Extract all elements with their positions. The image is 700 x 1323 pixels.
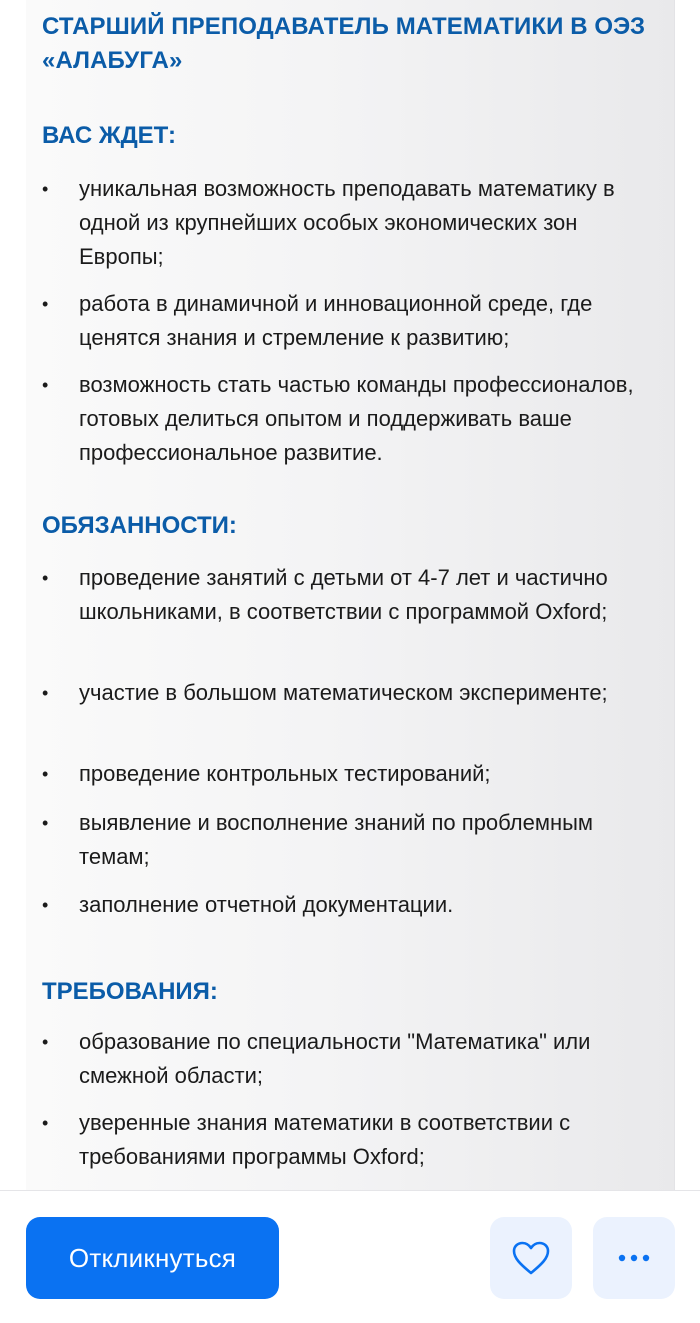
more-button[interactable]: [593, 1217, 675, 1299]
bottom-action-bar: [0, 1190, 700, 1323]
bullet: •: [42, 375, 49, 395]
list-item: [42, 1106, 654, 1174]
bullet: •: [42, 1032, 49, 1052]
bullet: •: [42, 1113, 49, 1133]
favorite-button[interactable]: [490, 1217, 572, 1299]
bullet: •: [42, 813, 49, 833]
list-item-text: работа в динамичной и инновационной среде, где ценятся знания и стремление к развитию;: [79, 291, 593, 350]
respond-button[interactable]: Откликнуться: [26, 1217, 279, 1299]
list-item: [42, 1025, 654, 1093]
list-item-text: уверенные знания математики в соответствии с требованиями программы Oxford;: [79, 1110, 571, 1169]
bullet: •: [42, 895, 49, 915]
list-item: [42, 172, 654, 274]
list-item-text: выявление и восполнение знаний по проблемным темам;: [79, 810, 594, 869]
bullet: •: [42, 764, 49, 784]
list-item: [42, 757, 654, 791]
list-item-text: заполнение отчетной документации.: [79, 892, 454, 917]
requirements-heading: ТРЕБОВАНИЯ:: [42, 978, 218, 1005]
bullet: •: [42, 683, 49, 703]
list-item: [42, 561, 654, 629]
heart-icon: [511, 1240, 551, 1276]
list-item-text: проведение занятий с детьми от 4-7 лет и частично школьниками, в соответствии с программой Oxford;: [79, 565, 608, 624]
vacancy-title: СТАРШИЙ ПРЕПОДАВАТЕЛЬ МАТЕМАТИКИ В ОЭЗ «АЛАБУГА»: [42, 13, 646, 74]
vacancy-description-card: [26, 0, 675, 1190]
offer-heading: ВАС ЖДЕТ:: [42, 122, 177, 149]
list-item-text: образование по специальности "Математика" или смежной области;: [79, 1029, 591, 1088]
list-item: [42, 287, 654, 355]
list-item: [42, 368, 654, 470]
bullet: •: [42, 179, 49, 199]
list-item: [42, 888, 654, 922]
bullet: •: [42, 294, 49, 314]
bullet: •: [42, 568, 49, 588]
duties-heading: ОБЯЗАННОСТИ:: [42, 512, 237, 539]
list-item-text: проведение контрольных тестирований;: [79, 761, 491, 786]
more-horizontal-icon: [614, 1253, 654, 1263]
list-item: [42, 806, 654, 874]
list-item-text: участие в большом математическом эксперименте;: [79, 680, 608, 705]
list-item: [42, 676, 654, 710]
list-item-text: уникальная возможность преподавать математику в одной из крупнейших особых экономических зон Европы;: [79, 176, 615, 269]
list-item-text: возможность стать частью команды профессионалов, готовых делиться опытом и поддерживать ваше профессиональное развитие.: [79, 372, 634, 465]
